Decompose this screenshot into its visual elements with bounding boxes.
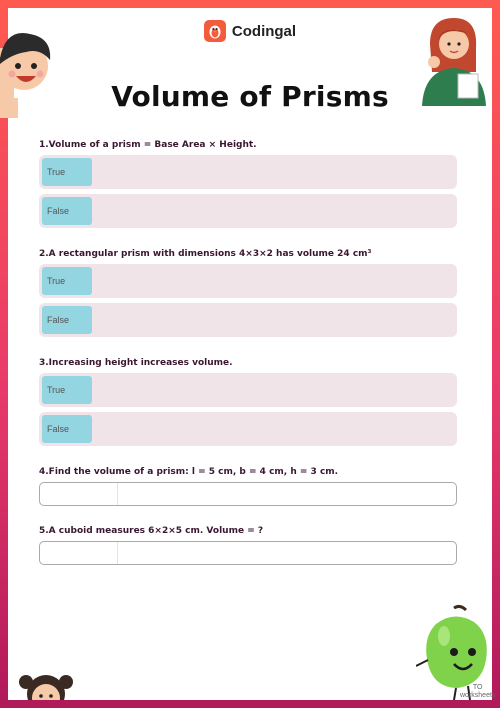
watermark-line-1: TO bbox=[472, 684, 483, 691]
question-5-text: 5.A cuboid measures 6×2×5 cm. Volume = ? bbox=[39, 526, 264, 536]
question-1-option-true[interactable] bbox=[39, 155, 457, 189]
page-title: Volume of Prisms bbox=[111, 80, 389, 113]
codingal-logo-icon bbox=[204, 20, 226, 42]
worksheet-page bbox=[8, 8, 496, 700]
question-2-text: 2.A rectangular prism with dimensions 4×3×2 has volume 24 cm³ bbox=[39, 249, 372, 259]
question-2-option-true[interactable] bbox=[39, 264, 457, 298]
option-label: False bbox=[42, 415, 92, 443]
question-4-text: 4.Find the volume of a prism: l = 5 cm, b = 4 cm, h = 3 cm. bbox=[39, 467, 339, 477]
option-label: True bbox=[42, 267, 92, 295]
answer-input-cell[interactable] bbox=[40, 483, 118, 505]
question-3-option-false[interactable] bbox=[39, 412, 457, 446]
option-label: False bbox=[42, 306, 92, 334]
question-1-option-false[interactable] bbox=[39, 194, 457, 228]
option-label: True bbox=[42, 158, 92, 186]
question-3-option-true[interactable] bbox=[39, 373, 457, 407]
option-label: True bbox=[42, 376, 92, 404]
answer-input-cell[interactable] bbox=[40, 542, 118, 564]
question-5-answer-field[interactable] bbox=[39, 541, 457, 565]
question-2-option-false[interactable] bbox=[39, 303, 457, 337]
question-1-text: 1.Volume of a prism = Base Area × Height. bbox=[39, 140, 257, 150]
question-4-answer-field[interactable] bbox=[39, 482, 457, 506]
brand-name: Codingal bbox=[231, 22, 297, 40]
girl-illustration-icon bbox=[18, 668, 74, 700]
watermark-line-2: worksheets bbox=[460, 692, 496, 699]
question-3-text: 3.Increasing height increases volume. bbox=[39, 358, 233, 368]
watermark bbox=[460, 684, 495, 700]
option-label: False bbox=[42, 197, 92, 225]
